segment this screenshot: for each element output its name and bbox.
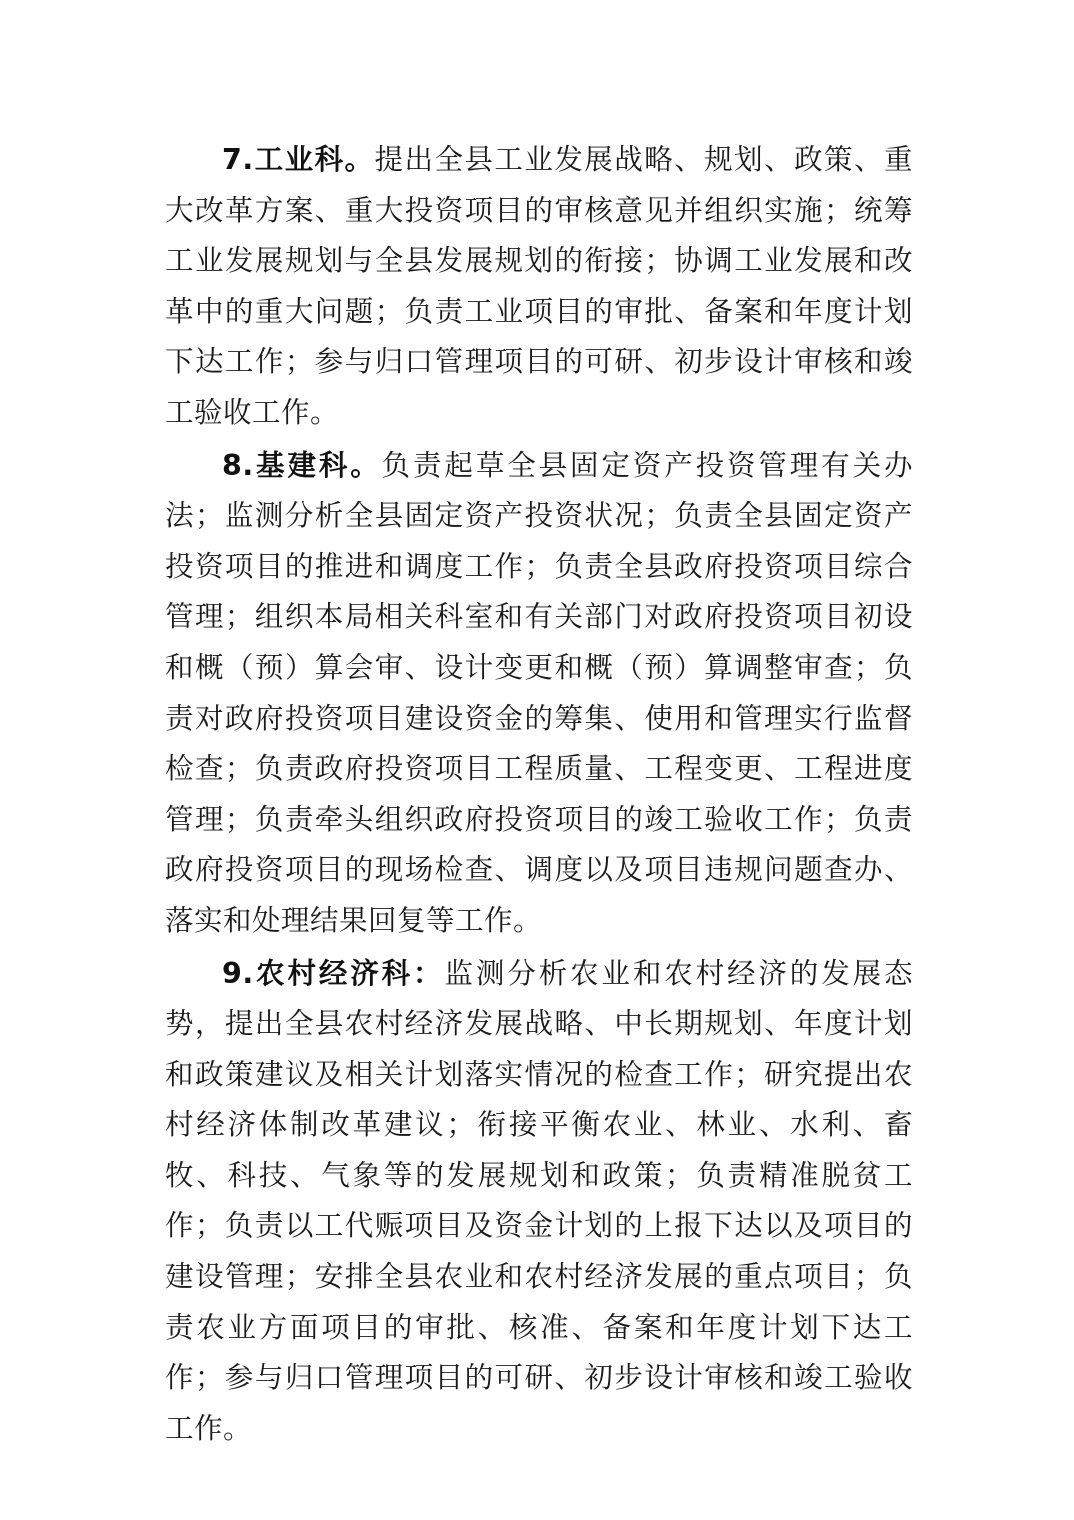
- section-industry: [165, 135, 913, 439]
- section-body: 负责起草全县固定资产投资管理有关办法；监测分析全县固定资产投资状况；负责全县固定资产投资项目的推进和调度工作；负责全县政府投资项目综合管理；组织本局相关科室和有关部门对政府投资项目初设和概（预）算会审、设计变更和概（预）算调整审查；负责对政府投资项目建设资金的筹集、使用和管理实行监督检查；负责政府投资项目工程质量、工程变更、工程进度管理；负责牵头组织政府投资项目的竣工验收工作；负责政府投资项目的现场检查、调度以及项目违规问题查办、落实和处理结果回复等工作。: [165, 448, 913, 937]
- section-heading: 8.基建科。: [222, 448, 382, 482]
- section-infrastructure: [165, 441, 913, 947]
- document-body: [165, 135, 913, 1456]
- section-heading: 7.工业科。: [222, 143, 375, 176]
- section-body: 监测分析农业和农村经济的发展态势，提出全县农村经济发展战略、中长期规划、年度计划和政策建议及相关计划落实情况的检查工作；研究提出农村经济体制改革建议；衔接平衡农业、林业、水利、畜牧、科技、气象等的发展规划和政策；负责精准脱贫工作；负责以工代赈项目及资金计划的上报下达以及项目的建设管理；安排全县农业和农村经济发展的重点项目；负责农业方面项目的审批、核准、备案和年度计划下达工作；参与归口管理项目的可研、初步设计审核和竣工验收工作。: [165, 956, 913, 1445]
- section-heading: 9.农村经济科：: [222, 956, 445, 990]
- section-rural-economy: [165, 949, 913, 1455]
- section-body: 提出全县工业发展战略、规划、政策、重大改革方案、重大投资项目的审核意见并组织实施；统筹工业发展规划与全县发展规划的衔接；协调工业发展和改革中的重大问题；负责工业项目的审批、备案和年度计划下达工作；参与归口管理项目的可研、初步设计审核和竣工验收工作。: [165, 143, 913, 429]
